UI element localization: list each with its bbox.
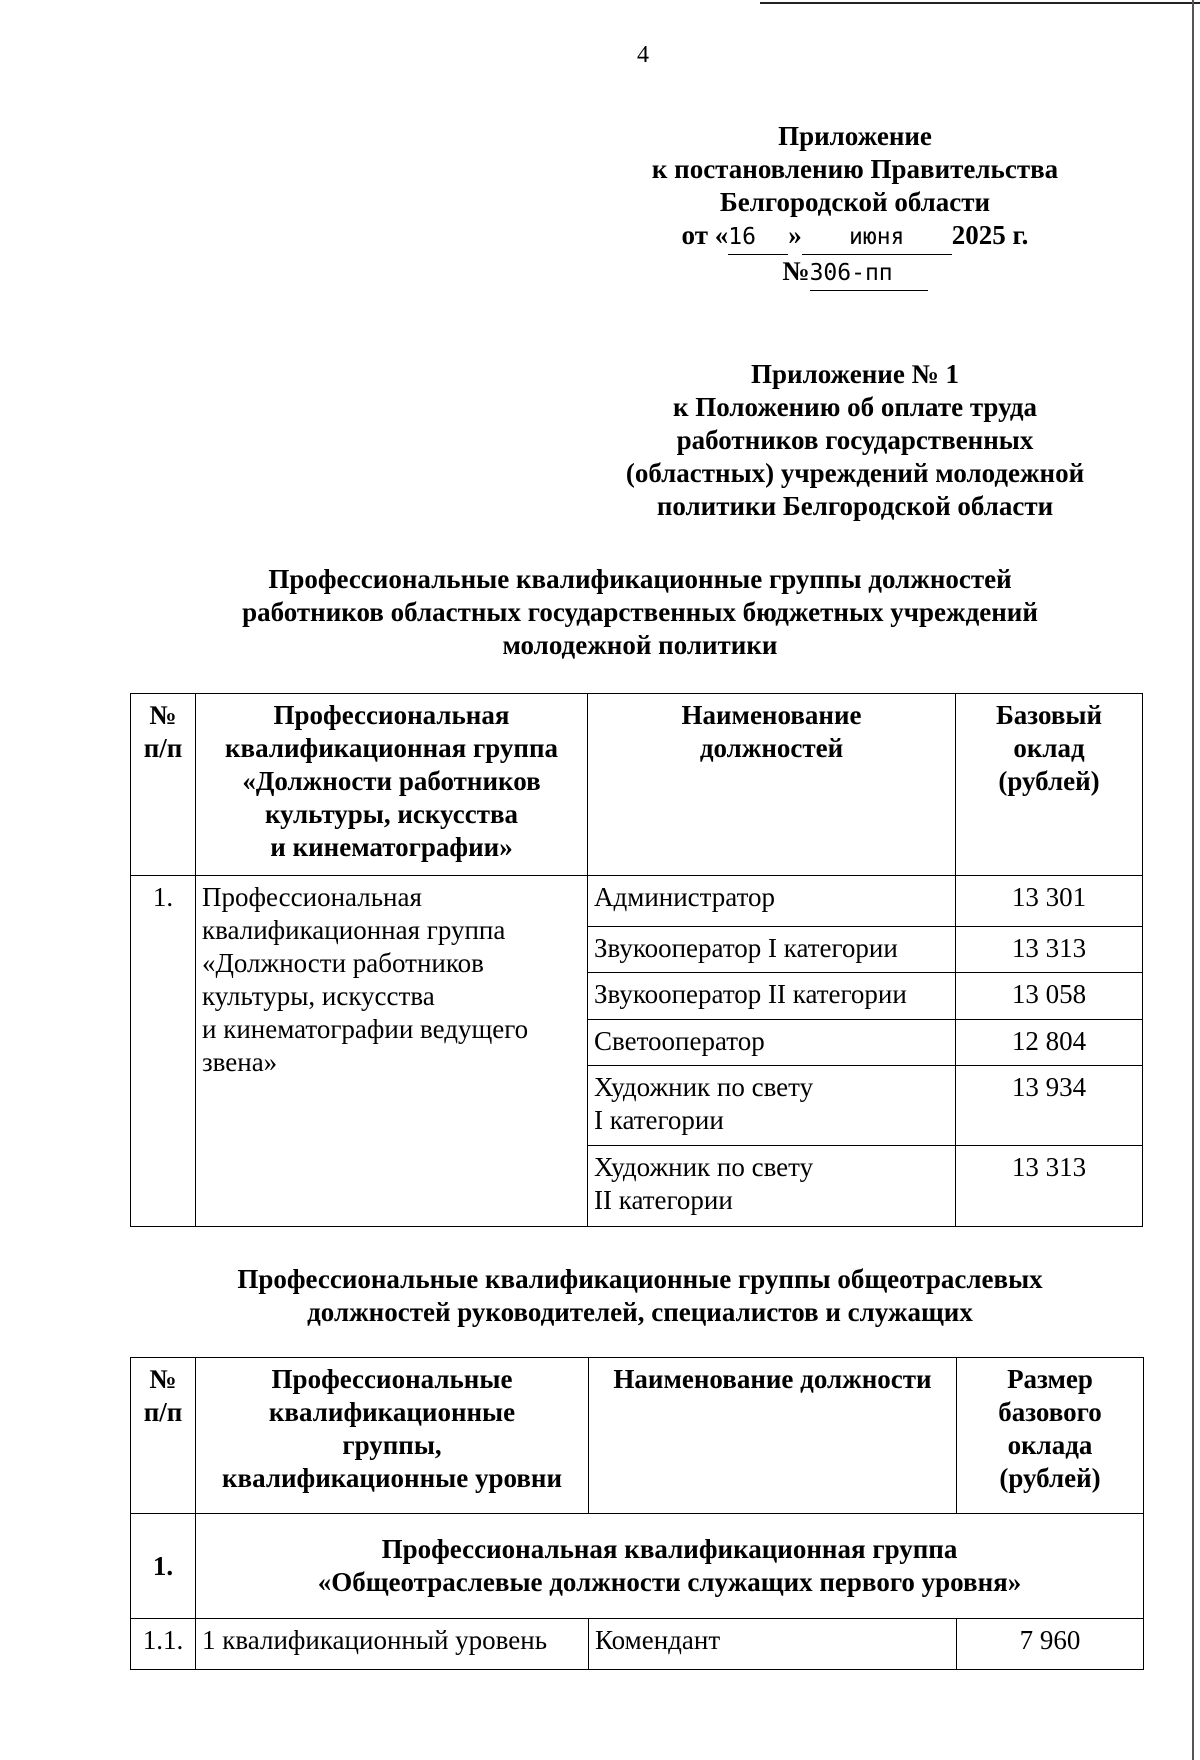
header-salary: Базовый оклад (рублей) [956, 694, 1143, 876]
appendix-line: Приложение № 1 [751, 359, 959, 389]
position-name: Звукооператор II категории [588, 973, 956, 1020]
general-positions-table [130, 1357, 1144, 1670]
header-num: № п/п [131, 694, 196, 876]
appendix-line: работников государственных [676, 425, 1034, 455]
header-position: Наименование должностей [588, 694, 956, 876]
position-name: Светооператор [588, 1020, 956, 1066]
date-year: 2025 г. [951, 220, 1029, 250]
table-row [131, 1619, 1144, 1670]
appendix-block [580, 358, 1130, 523]
position-salary: 7 960 [957, 1619, 1144, 1670]
section1-title-line: Профессиональные квалификационные группы должностей [268, 564, 1012, 594]
approval-number [560, 255, 1150, 291]
header-num: № п/п [131, 1358, 196, 1514]
number-value: 306-пп [810, 257, 928, 291]
appendix-line: к Положению об оплате труда [672, 392, 1038, 422]
row-group: Профессиональная квалификационная группа «Должности работников культуры, искусства и кинематографии ведущего звена» [196, 876, 588, 1227]
page-number: 4 [637, 42, 649, 68]
table-row [131, 876, 1143, 927]
level-row-num: 1.1. [131, 1619, 196, 1670]
position-salary: 12 804 [956, 1020, 1143, 1066]
date-month: июня [802, 221, 952, 255]
section2-title-line: Профессиональные квалификационные группы общеотраслевых [237, 1264, 1043, 1294]
approval-line: к постановлению Правительства [651, 154, 1059, 184]
position-salary: 13 313 [956, 927, 1143, 973]
position-name: Художник по свету II категории [588, 1146, 956, 1227]
header-position: Наименование должности [589, 1358, 957, 1514]
position-name: Художник по свету I категории [588, 1066, 956, 1146]
table-header-row [131, 1358, 1144, 1514]
position-salary: 13 301 [956, 876, 1143, 927]
approval-date [560, 219, 1150, 255]
group-row-num: 1. [131, 1514, 196, 1619]
table-header-row [131, 694, 1143, 876]
approval-block [560, 120, 1150, 291]
section1-title-line: молодежной политики [502, 630, 778, 660]
date-day: 16 [728, 221, 788, 255]
section1-title [60, 563, 1200, 662]
section2-title-line: должностей руководителей, специалистов и служащих [307, 1297, 973, 1327]
approval-line: Белгородской области [719, 187, 991, 217]
section2-title [60, 1263, 1200, 1329]
position-name: Комендант [589, 1619, 957, 1670]
top-border-line [760, 2, 1200, 4]
header-group: Профессиональные квалификационные группы, квалификационные уровни [196, 1358, 589, 1514]
appendix-line: политики Белгородской области [656, 491, 1054, 521]
culture-positions-table [130, 693, 1143, 1227]
position-name: Администратор [588, 876, 956, 927]
header-salary: Размер базового оклада (рублей) [957, 1358, 1144, 1514]
position-name: Звукооператор I категории [588, 927, 956, 973]
section1-title-line: работников областных государственных бюджетных учреждений [242, 597, 1038, 627]
position-salary: 13 058 [956, 973, 1143, 1020]
position-salary: 13 934 [956, 1066, 1143, 1146]
approval-line: Приложение [778, 121, 932, 151]
level-name: 1 квалификационный уровень [196, 1619, 589, 1670]
right-border-line [1192, 0, 1194, 1760]
row-num: 1. [131, 876, 196, 1227]
number-label: № [782, 256, 810, 286]
date-prefix: от « [681, 220, 729, 250]
group-row-title: Профессиональная квалификационная группа «Общеотраслевые должности служащих первого уровня» [196, 1514, 1144, 1619]
group-row [131, 1514, 1144, 1619]
appendix-line: (областных) учреждений молодежной [625, 458, 1085, 488]
header-group: Профессиональная квалификационная группа «Должности работников культуры, искусства и кинематографии» [196, 694, 588, 876]
position-salary: 13 313 [956, 1146, 1143, 1227]
date-quote-close: » [788, 220, 802, 250]
